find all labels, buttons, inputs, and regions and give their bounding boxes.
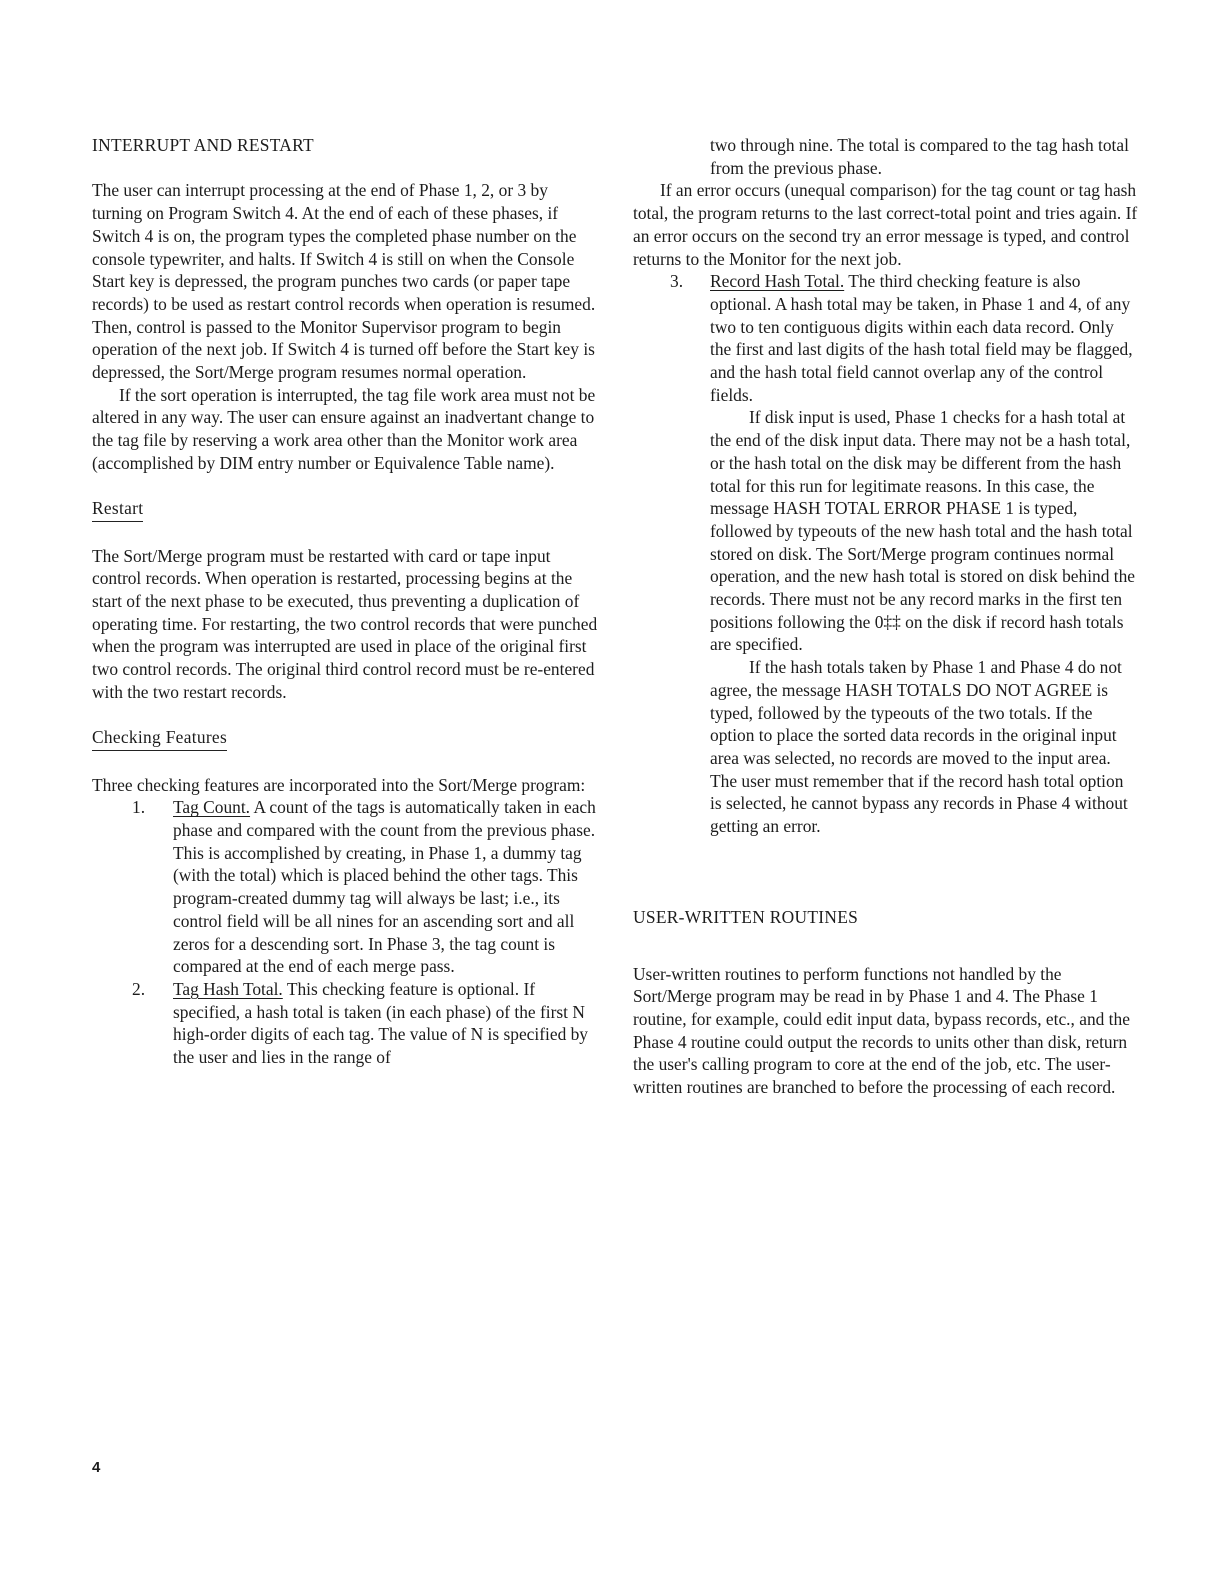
paragraph-checking-intro: Three checking features are incorporated into the Sort/Merge program:	[92, 774, 586, 795]
list-item-continuation: two through nine. The total is compared to the tag hash total from the previous phase.	[710, 135, 1129, 178]
paragraph-phase4-hash: If the hash totals taken by Phase 1 and Phase 4 do not agree, the message HASH TOTALS DO NOT AGREE is typed, followed by the typeouts of the two totals. If the option to place the sorted data records in the original input area was selected, no records are moved to the input area. The user must remember that if the record hash total option is selected, he cannot bypass any records in Phase 4 without getting an error.	[710, 657, 1128, 837]
section-heading-user-written-routines: USER-WRITTEN ROUTINES	[633, 906, 859, 927]
section-heading-interrupt-and-restart: INTERRUPT AND RESTART	[92, 135, 314, 155]
list-item-body: A count of the tags is automatically taken in each phase and compared with the count from the previous phase. This is accomplished by creating, in Phase 1, a dummy tag (with the total) which is placed behind the other tags. This program-created dummy tag will always be last; i.e., its control field will be all nines for an ascending sort and all zeros for a descending sort. In Phase 3, the tag count is compared at the end of each merge pass.	[173, 797, 596, 977]
list-item-tag-count	[92, 796, 602, 978]
subheading-restart: Restart	[92, 497, 143, 522]
paragraph-interrupt-1: The user can interrupt processing at the end of Phase 1, 2, or 3 by turning on Program Switch 4. At the end of each of these phases, if Switch 4 is on, the program types the completed phase number on the console typewriter, and halts. If Switch 4 is still on when the Console Start key is depressed, the program punches two cards (or paper tape records) to be used as restart control records when operation is resumed. Then, control is passed to the Monitor Supervisor program to begin operation of the next job. If Switch 4 is turned off before the Start key is depressed, the Sort/Merge program resumes normal operation.	[92, 180, 596, 383]
subheading-checking-features: Checking Features	[92, 726, 227, 751]
list-item-body: This checking feature is optional. If specified, a hash total is taken (in each phase) of the first N high-order digits of each tag. The value of N is specified by the user and lies in the range of	[173, 978, 588, 1068]
paragraph-user-written: User-written routines to perform functions not handled by the Sort/Merge program may be read in by Phase 1 and 4. The Phase 1 routine, for example, could edit input data, bypass records, etc., and the Phase 4 routine could output the records to units other than disk, return the user's calling program to core at the end of the job, etc. The user-written routines are branched to before the processing of each record.	[633, 963, 1130, 1098]
list-item-record-hash-total	[633, 270, 1138, 406]
list-number: 1.	[132, 797, 146, 818]
list-number: 2.	[132, 978, 146, 999]
list-item-tag-hash-total	[92, 978, 602, 1069]
page-number: 4	[92, 1459, 101, 1476]
list-item-title: Tag Hash Total.	[173, 978, 283, 999]
left-column	[92, 134, 602, 1069]
list-item-title: Record Hash Total.	[710, 271, 845, 292]
list-item-body: The third checking feature is also optional. A hash total may be taken, in Phase 1 and 4, of any two to ten contiguous digits within each data record. Only the first and last digits of the hash total field may be flagged, and the hash total field cannot overlap any of the control fields.	[710, 271, 1133, 405]
paragraph-restart: The Sort/Merge program must be restarted with card or tape input control records. When operation is restarted, processing begins at the start of the next phase to be executed, thus preventing a duplication of operating time. For restarting, the two control records that were punched when the program was interrupted are used in place of the original first two control records. The original third control record must be re-entered with the two restart records.	[92, 545, 598, 702]
list-number: 3.	[670, 271, 684, 292]
right-column	[633, 134, 1138, 1099]
paragraph-error: If an error occurs (unequal comparison) for the tag count or tag hash total, the program returns to the last correct-total point and tries again. If an error occurs on the second try an error message is typed, and control returns to the Monitor for the next job.	[633, 180, 1138, 269]
list-item-title: Tag Count.	[173, 797, 251, 818]
paragraph-disk-input: If disk input is used, Phase 1 checks for a hash total at the end of the disk input data. There may not be a hash total, or the hash total on the disk may be different from the hash total for this run for legitimate reasons. In this case, the message HASH TOTAL ERROR PHASE 1 is typed, followed by typeouts of the new hash total and the hash total stored on disk. The Sort/Merge program continues normal operation, and the new hash total is stored on disk behind the records. There must not be any record marks in the first ten positions following the 0‡‡ on the disk if record hash totals are specified.	[710, 407, 1136, 655]
paragraph-interrupt-2: If the sort operation is interrupted, the tag file work area must not be altered in any way. The user can ensure against an inadvertant change to the tag file by reserving a work area other than the Monitor work area (accomplished by DIM entry number or Equivalence Table name).	[92, 384, 596, 473]
